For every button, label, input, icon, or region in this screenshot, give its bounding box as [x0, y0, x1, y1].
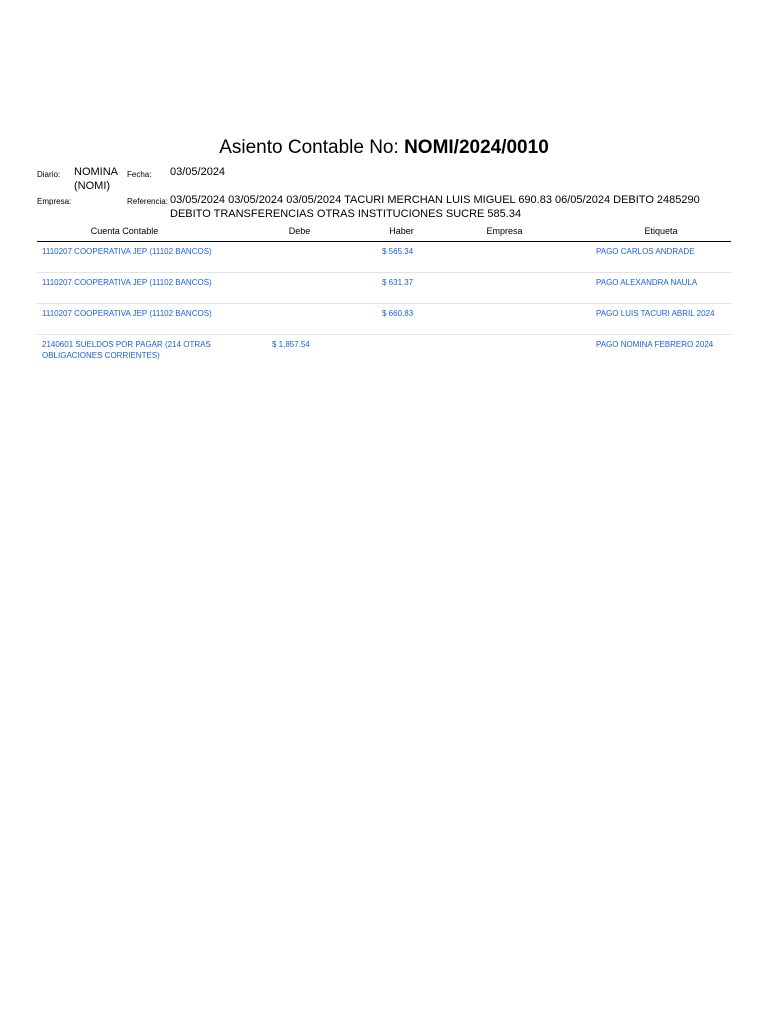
header-etiqueta: Etiqueta	[644, 226, 678, 236]
cuenta-contable-link[interactable]: 1110207 COOPERATIVA JEP (11102 BANCOS)	[42, 309, 212, 318]
entry-number: NOMI/2024/0010	[404, 137, 549, 158]
etiqueta-text: PAGO CARLOS ANDRADE	[596, 247, 695, 256]
fecha-value: 03/05/2024	[170, 166, 226, 178]
etiqueta-text: PAGO LUIS TACURI ABRIL 2024	[596, 309, 715, 318]
table-row	[37, 304, 731, 335]
referencia-value-line1: 03/05/2024 03/05/2024 03/05/2024 TACURI MERCHAN LUIS MIGUEL 690.83 06/05/2024 DEBITO 2485290	[170, 194, 700, 206]
haber-amount: $ 631.37	[382, 278, 414, 287]
cuenta-contable-link[interactable]: 2140601 SUELDOS POR PAGAR (214 OTRAS OBLIGACIONES CORRIENTES)	[42, 340, 211, 360]
referencia-label: Referencia:	[127, 197, 168, 206]
etiqueta-text: PAGO ALEXANDRA NAULA	[596, 278, 698, 287]
cuenta-contable-link[interactable]: 1110207 COOPERATIVA JEP (11102 BANCOS)	[42, 247, 212, 256]
table-header	[37, 224, 731, 242]
etiqueta-text: PAGO NOMINA FEBRERO 2024	[596, 340, 714, 349]
empresa-label: Empresa:	[37, 197, 72, 206]
page-title	[0, 136, 768, 160]
cuenta-contable-link[interactable]: 1110207 COOPERATIVA JEP (11102 BANCOS)	[42, 278, 212, 287]
diario-value-line2: (NOMI)	[74, 180, 111, 192]
fecha-label: Fecha:	[127, 170, 152, 179]
diario-label: Diario:	[37, 170, 61, 179]
diario-value-line1: NOMINA	[74, 166, 118, 178]
header-debe: Debe	[288, 226, 311, 236]
header-cuenta-contable: Cuenta Contable	[90, 226, 159, 236]
table-row	[37, 273, 731, 304]
journal-lines-table	[37, 224, 731, 365]
table-row	[37, 242, 731, 273]
debe-amount: $ 1,857.54	[272, 340, 310, 349]
header-haber: Haber	[389, 226, 414, 236]
header-empresa: Empresa	[486, 226, 523, 236]
haber-amount: $ 660.83	[382, 309, 414, 318]
title-prefix: Asiento Contable No:	[219, 137, 405, 158]
table-row	[37, 335, 731, 365]
haber-amount: $ 565.34	[382, 247, 414, 256]
referencia-value-line2: DEBITO TRANSFERENCIAS OTRAS INSTITUCIONES SUCRE 585.34	[170, 208, 522, 220]
